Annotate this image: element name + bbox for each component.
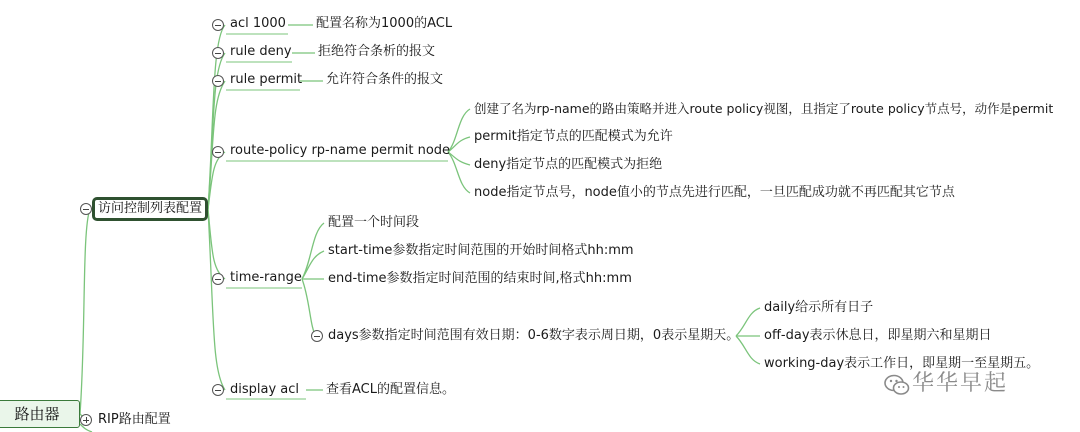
node-time-range[interactable]: time-range	[230, 270, 302, 285]
watermark-text: 华华早起	[912, 371, 1009, 396]
desc-display-acl: 查看ACL的配置信息。	[326, 382, 455, 397]
desc-rule-deny: 拒绝符合条析的报文	[318, 44, 436, 59]
collapse-toggle-main[interactable]	[80, 203, 92, 215]
detail-time-range-1: 配置一个时间段	[328, 215, 420, 230]
detail-time-range-3: end-time参数指定时间范围的结束时间,格式hh:mm	[328, 271, 632, 286]
root-node[interactable]: 路由器	[0, 400, 80, 428]
collapse-toggle-display-acl[interactable]	[212, 384, 224, 396]
collapse-toggle-days[interactable]	[311, 330, 323, 342]
node-route-policy[interactable]: route-policy rp-name permit node	[230, 143, 451, 158]
node-display-acl[interactable]: display acl	[230, 382, 300, 397]
detail-route-policy-4: node指定节点号，node值小的节点先进行匹配，一旦匹配成功就不再匹配其它节点	[474, 185, 955, 200]
days-item-daily: daily给示所有日子	[764, 300, 874, 315]
detail-route-policy-3: deny指定节点的匹配模式为拒绝	[474, 157, 663, 172]
node-acl-1000[interactable]: acl 1000	[230, 16, 286, 31]
collapse-toggle-time-range[interactable]	[212, 273, 224, 285]
sibling-node[interactable]: RIP路由配置	[98, 412, 171, 427]
watermark	[884, 368, 1054, 402]
desc-acl-1000: 配置名称为1000的ACL	[316, 16, 453, 31]
wechat-icon	[884, 372, 910, 398]
main-node[interactable]: 访问控制列表配置	[92, 197, 208, 221]
detail-time-range-2: start-time参数指定时间范围的开始时间格式hh:mm	[328, 243, 634, 258]
detail-route-policy-1: 创建了名为rp-name的路由策略并进入route policy视图，且指定了route policy节点号，动作是permit	[474, 101, 1054, 116]
node-rule-deny[interactable]: rule deny	[230, 44, 292, 59]
detail-route-policy-2: permit指定节点的匹配模式为允许	[474, 129, 673, 144]
days-item-working-day: working-day表示工作日，即星期一至星期五。	[764, 356, 1040, 371]
node-rule-permit[interactable]: rule permit	[230, 72, 303, 87]
collapse-toggle-acl[interactable]	[212, 19, 224, 31]
days-item-off-day: off-day表示休息日，即星期六和星期日	[764, 328, 992, 343]
expand-toggle-rip[interactable]	[80, 414, 92, 426]
collapse-toggle-rule-deny[interactable]	[212, 47, 224, 59]
collapse-toggle-rule-permit[interactable]	[212, 75, 224, 87]
node-days[interactable]: days参数指定时间范围有效日期：0-6数字表示周日期，0表示星期天。	[328, 328, 740, 343]
desc-rule-permit: 允许符合条件的报文	[326, 72, 444, 87]
collapse-toggle-route-policy[interactable]	[212, 146, 224, 158]
